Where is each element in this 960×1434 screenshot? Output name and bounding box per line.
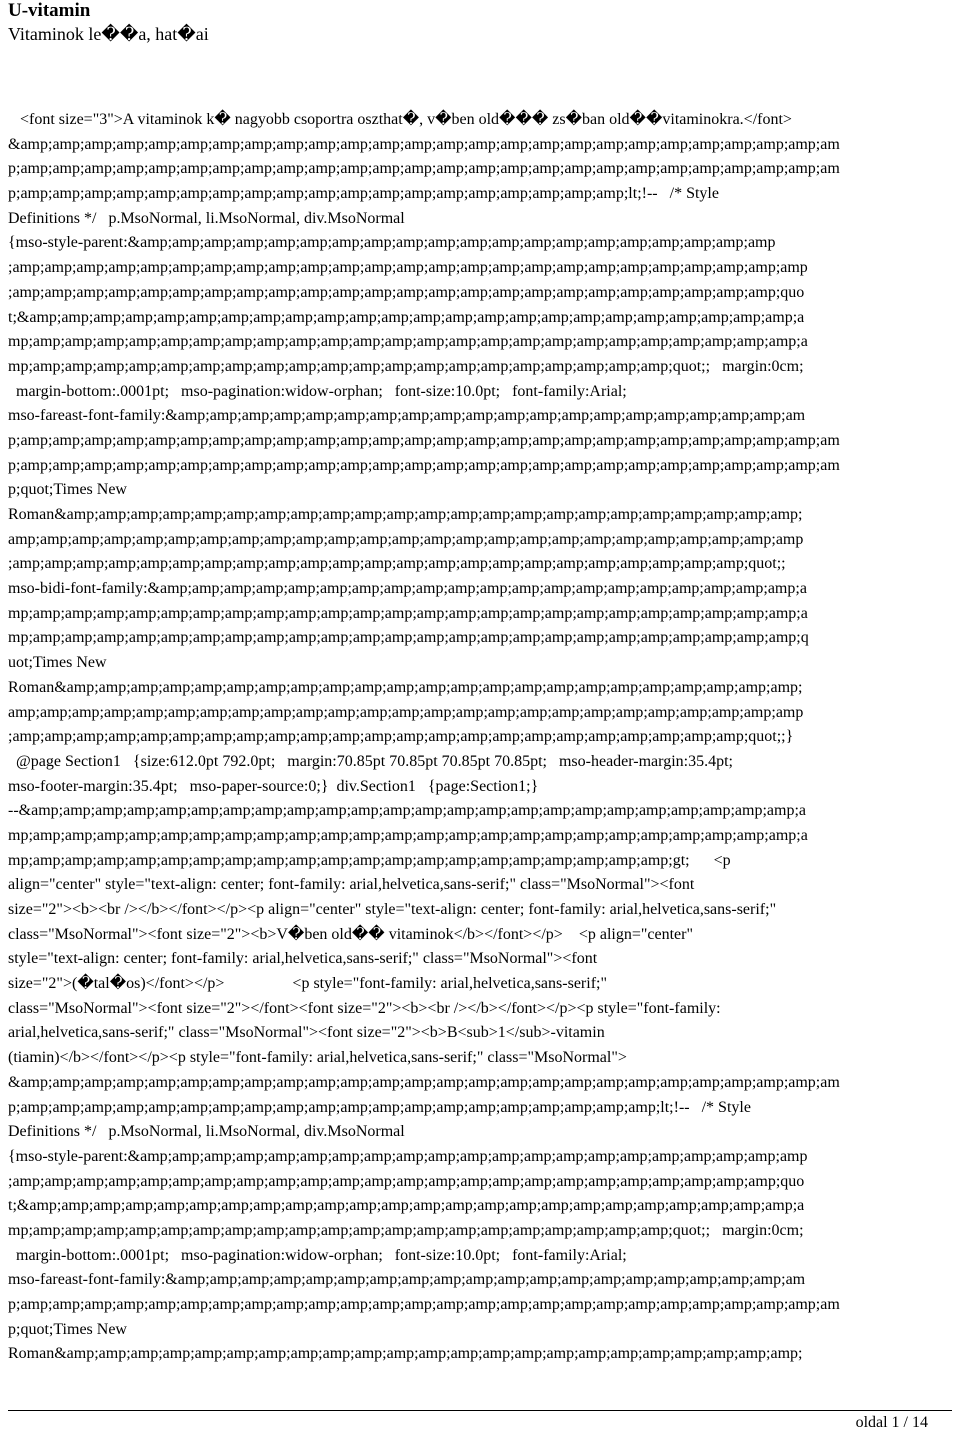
text-line: margin-bottom:.0001pt; mso-pagination:widow-orphan; font-size:10.0pt; font-family:Arial; <box>8 382 627 400</box>
text-line: p;amp;amp;amp;amp;amp;amp;amp;amp;amp;amp;amp;amp;amp;amp;amp;amp;amp;amp;amp;amp;lt;!-- /* Style <box>8 1098 751 1116</box>
text-line: mso-fareast-font-family:&amp;amp;amp;amp;amp;amp;amp;amp;amp;amp;amp;amp;amp;amp;amp;amp;amp;amp;amp;am <box>8 407 806 425</box>
text-line: p;quot;Times New <box>8 1320 127 1338</box>
text-line: ;amp;amp;amp;amp;amp;amp;amp;amp;amp;amp;amp;amp;amp;amp;amp;amp;amp;amp;amp;amp;amp;amp;amp;amp;quo <box>8 1172 805 1190</box>
text-line: amp;amp;amp;amp;amp;amp;amp;amp;amp;amp;amp;amp;amp;amp;amp;amp;amp;amp;amp;amp;amp;amp;amp;amp;amp <box>8 703 804 721</box>
text-line: mp;amp;amp;amp;amp;amp;amp;amp;amp;amp;amp;amp;amp;amp;amp;amp;amp;amp;amp;amp;amp;amp;amp;amp;amp;a <box>8 826 808 844</box>
text-line: mso-bidi-font-family:&amp;amp;amp;amp;amp;amp;amp;amp;amp;amp;amp;amp;amp;amp;amp;amp;amp;amp;amp;amp;a <box>8 580 807 598</box>
text-line: Definitions */ p.MsoNormal, li.MsoNormal, div.MsoNormal <box>8 209 405 227</box>
document-body <box>8 108 952 1367</box>
text-line: t;&amp;amp;amp;amp;amp;amp;amp;amp;amp;amp;amp;amp;amp;amp;amp;amp;amp;amp;amp;amp;amp;amp;amp;amp;a <box>8 1197 805 1215</box>
text-line: ;amp;amp;amp;amp;amp;amp;amp;amp;amp;amp;amp;amp;amp;amp;amp;amp;amp;amp;amp;amp;amp;amp;amp;quot;; <box>8 555 786 573</box>
footer-divider <box>8 1410 952 1411</box>
document-title: U-vitamin <box>8 0 91 21</box>
text-line: (tiamin)</b></font></p><p style="font-family: arial,helvetica,sans-serif;" class="MsoNormal"> <box>8 1049 627 1067</box>
text-line: class="MsoNormal"><font size="2"><b>V�ben old�� vitaminok</b></font></p> <p align="center" <box>8 925 693 943</box>
text-line: mso-footer-margin:35.4pt; mso-paper-source:0;} div.Section1 {page:Section1;} <box>8 777 539 795</box>
text-line: Roman&amp;amp;amp;amp;amp;amp;amp;amp;amp;amp;amp;amp;amp;amp;amp;amp;amp;amp;amp;amp;amp;amp;amp; <box>8 678 803 696</box>
text-line: p;amp;amp;amp;amp;amp;amp;amp;amp;amp;amp;amp;amp;amp;amp;amp;amp;amp;amp;amp;amp;amp;amp;amp;amp;amp;am <box>8 1296 840 1313</box>
text-line: margin-bottom:.0001pt; mso-pagination:widow-orphan; font-size:10.0pt; font-family:Arial; <box>8 1246 627 1264</box>
text-line: amp;amp;amp;amp;amp;amp;amp;amp;amp;amp;amp;amp;amp;amp;amp;amp;amp;amp;amp;amp;amp;amp;amp;amp;amp <box>8 530 804 548</box>
text-line: size="2">(�tal�os)</font></p> <p style="font-family: arial,helvetica,sans-serif;" <box>8 975 607 993</box>
text-line: mp;amp;amp;amp;amp;amp;amp;amp;amp;amp;amp;amp;amp;amp;amp;amp;amp;amp;amp;amp;amp;quot;; margin:0cm; <box>8 1221 804 1239</box>
text-line: mp;amp;amp;amp;amp;amp;amp;amp;amp;amp;amp;amp;amp;amp;amp;amp;amp;amp;amp;amp;amp;quot;; margin:0cm; <box>8 357 804 375</box>
text-line: p;quot;Times New <box>8 481 127 499</box>
text-line: mso-fareast-font-family:&amp;amp;amp;amp;amp;amp;amp;amp;amp;amp;amp;amp;amp;amp;amp;amp;amp;amp;amp;am <box>8 1271 806 1289</box>
text-line: mp;amp;amp;amp;amp;amp;amp;amp;amp;amp;amp;amp;amp;amp;amp;amp;amp;amp;amp;amp;amp;amp;amp;amp;amp;q <box>8 629 809 647</box>
header-spacer <box>8 47 952 108</box>
text-line: Definitions */ p.MsoNormal, li.MsoNormal, div.MsoNormal <box>8 1123 405 1141</box>
text-line: mp;amp;amp;amp;amp;amp;amp;amp;amp;amp;amp;amp;amp;amp;amp;amp;amp;amp;amp;amp;amp;amp;amp;amp;amp;a <box>8 604 808 622</box>
text-line: mp;amp;amp;amp;amp;amp;amp;amp;amp;amp;amp;amp;amp;amp;amp;amp;amp;amp;amp;amp;amp;gt; <p <box>8 851 731 869</box>
text-line: --&amp;amp;amp;amp;amp;amp;amp;amp;amp;amp;amp;amp;amp;amp;amp;amp;amp;amp;amp;amp;amp;amp;amp;amp;a <box>8 802 807 820</box>
text-line: t;&amp;amp;amp;amp;amp;amp;amp;amp;amp;amp;amp;amp;amp;amp;amp;amp;amp;amp;amp;amp;amp;amp;amp;amp;a <box>8 308 805 326</box>
text-line: mp;amp;amp;amp;amp;amp;amp;amp;amp;amp;amp;amp;amp;amp;amp;amp;amp;amp;amp;amp;amp;amp;amp;amp;amp;a <box>8 333 808 351</box>
page-number: oldal 1 / 14 <box>855 1414 928 1431</box>
text-line: p;amp;amp;amp;amp;amp;amp;amp;amp;amp;amp;amp;amp;amp;amp;amp;amp;amp;amp;amp;amp;amp;amp;amp;amp;amp;am <box>8 160 840 178</box>
text-line: p;amp;amp;amp;amp;amp;amp;amp;amp;amp;amp;amp;amp;amp;amp;amp;amp;amp;amp;amp;amp;amp;amp;amp;amp;amp;am <box>8 431 840 449</box>
text-line: <font size="3">A vitaminok k� nagyobb csoportra oszthat�, v�ben old��� zs�ban old��vitaminokra.</font> <box>8 111 792 128</box>
text-line: ;amp;amp;amp;amp;amp;amp;amp;amp;amp;amp;amp;amp;amp;amp;amp;amp;amp;amp;amp;amp;amp;amp;amp;amp;amp <box>8 259 808 277</box>
text-line: ;amp;amp;amp;amp;amp;amp;amp;amp;amp;amp;amp;amp;amp;amp;amp;amp;amp;amp;amp;amp;amp;amp;amp;amp;quo <box>8 283 805 301</box>
text-line: @page Section1 {size:612.0pt 792.0pt; margin:70.85pt 70.85pt 70.85pt 70.85pt; mso-header-margin:35.4pt; <box>8 752 733 770</box>
text-line: align="center" style="text-align: center; font-family: arial,helvetica,sans-serif;" class="MsoNormal"><font <box>8 876 695 894</box>
document-subtitle: Vitaminok le��a, hat�ai <box>8 24 209 44</box>
text-line: {mso-style-parent:&amp;amp;amp;amp;amp;amp;amp;amp;amp;amp;amp;amp;amp;amp;amp;amp;amp;amp;amp;amp <box>8 234 776 252</box>
text-line: p;amp;amp;amp;amp;amp;amp;amp;amp;amp;amp;amp;amp;amp;amp;amp;amp;amp;amp;amp;lt;!-- /* Style <box>8 185 719 203</box>
text-line: ;amp;amp;amp;amp;amp;amp;amp;amp;amp;amp;amp;amp;amp;amp;amp;amp;amp;amp;amp;amp;amp;amp;amp;quot;;} <box>8 728 794 746</box>
text-line: arial,helvetica,sans-serif;" class="MsoNormal"><font size="2"><b>B<sub>1</sub>-vitamin <box>8 1024 605 1042</box>
text-line: Roman&amp;amp;amp;amp;amp;amp;amp;amp;amp;amp;amp;amp;amp;amp;amp;amp;amp;amp;amp;amp;amp;amp;amp; <box>8 506 803 523</box>
text-line: &amp;amp;amp;amp;amp;amp;amp;amp;amp;amp;amp;amp;amp;amp;amp;amp;amp;amp;amp;amp;amp;amp;amp;amp;amp;am <box>8 135 840 153</box>
text-line: size="2"><b><br /></b></font></p><p align="center" style="text-align: center; font-family: arial,helvetica,sans-serif;" <box>8 901 777 918</box>
text-line: Roman&amp;amp;amp;amp;amp;amp;amp;amp;amp;amp;amp;amp;amp;amp;amp;amp;amp;amp;amp;amp;amp;amp;amp; <box>8 1345 803 1363</box>
text-line: &amp;amp;amp;amp;amp;amp;amp;amp;amp;amp;amp;amp;amp;amp;amp;amp;amp;amp;amp;amp;amp;amp;amp;amp;amp;am <box>8 1073 840 1091</box>
text-line: class="MsoNormal"><font size="2"></font><font size="2"><b><br /></b></font></p><p style="font-family: <box>8 999 721 1017</box>
text-line: p;amp;amp;amp;amp;amp;amp;amp;amp;amp;amp;amp;amp;amp;amp;amp;amp;amp;amp;amp;amp;amp;amp;amp;amp;amp;am <box>8 456 840 474</box>
text-line: style="text-align: center; font-family: arial,helvetica,sans-serif;" class="MsoNormal"><font <box>8 950 598 968</box>
text-line: {mso-style-parent:&amp;amp;amp;amp;amp;amp;amp;amp;amp;amp;amp;amp;amp;amp;amp;amp;amp;amp;amp;amp;amp <box>8 1147 808 1165</box>
text-line: uot;Times New <box>8 654 107 672</box>
